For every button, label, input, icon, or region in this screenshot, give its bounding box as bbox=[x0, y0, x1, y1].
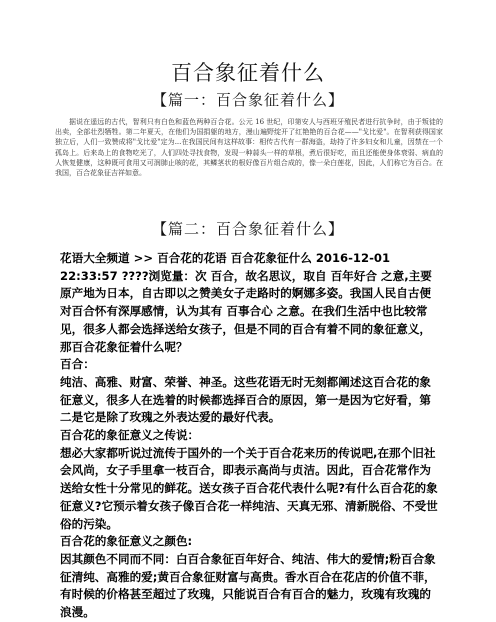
section2-subheading-legend: 百合花的象征意义之传说： bbox=[60, 428, 200, 443]
section2-paragraph-color: 因其颜色不同而不同：白百合象征百年好合、纯洁、伟大的爱情;粉百合象征清纯、高雅的爱;黄百合象征财富与高贵。香水百合在花店的价值不菲，有时候的价格甚至超过了玫瑰，只能说百合有百合的魅力，玫瑰有玫瑰的浪漫。 bbox=[60, 551, 436, 620]
section2-subheading-baihe: 百合： bbox=[60, 357, 95, 372]
section1-heading: 【篇一：百合象征着什么】 bbox=[151, 91, 344, 109]
section2-subheading-color: 百合花的象征意义之颜色: bbox=[60, 534, 193, 549]
section1-paragraph: 据说在遥远的古代，智利只有白色和蓝色两种百合花。公元 16 世纪，印第安人与西班牙殖民者进行抗争时，由于叛徒的出卖，全部壮烈牺牲。第二年夏天，在他们为国捐躯的地方，漫山遍野绽开了红艳艳的百合花——"戈比爱"。在智利获得国家独立后，人们一致赞成将"戈比爱"定为...在我国民间有这样故事：相传古代有一群海盗，劫持了许多妇女和儿童，因禁在一个孤岛上。后来岛上的食物吃光了，人们四处寻找食物，发现一种蒜头一样的草根，煮后很好吃，而且还能使身体衰弱、病血的人恢复健康，这种既可食用又可润肺止咳的花，其鳞茎状的根好像百片组合成的，像一朵白莲花，因此，人们称它为百合。在我国，百合花象征吉祥如意。 bbox=[55, 118, 443, 178]
section2-paragraph-legend: 想必大家都听说过流传于国外的一个关于百合花来历的传说吧,在那个旧社会风尚，女子手里拿一枝百合，即表示高尚与贞洁。因此，百合花常作为送给女性十分常见的鲜花。送女孩子百合花代表什么呢?有什么百合花的象征意义?它预示着女孩子像百合花一样纯洁、天真无邪、清新脱俗、不受世俗的污染。 bbox=[60, 445, 438, 531]
section2-paragraph-intro: 花语大全频道 >> 百合花的花语 百合花象征什么 2016-12-01 22:33:57 ????浏览量：次 百合，故名思议，取自 百年好合 之意,主要原产地为日本，自古即以之赞美女子走路时的婀娜多姿。我国人民自古便对百合怀有深厚感情，认为其有 百事合心 之意。在我们生活中也比较常见，很多人都会选择送给女孩子，但是不同的百合有着不同的象征意义，那百合花象征着什么呢？ bbox=[60, 251, 432, 354]
section2-paragraph-meaning: 纯洁、高雅、财富、荣誉、神圣。这些花语无时无刻都阐述这百合花的象征意义，很多人在选着的时候都选择百合的原因，第一是因为它好看，第二是它是除了玫瑰之外表达爱的最好代表。 bbox=[60, 374, 432, 425]
document-title: 百合象征着什么 bbox=[171, 61, 325, 85]
section2-heading: 【篇二：百合象征着什么】 bbox=[151, 220, 344, 238]
section2-body bbox=[60, 250, 438, 622]
